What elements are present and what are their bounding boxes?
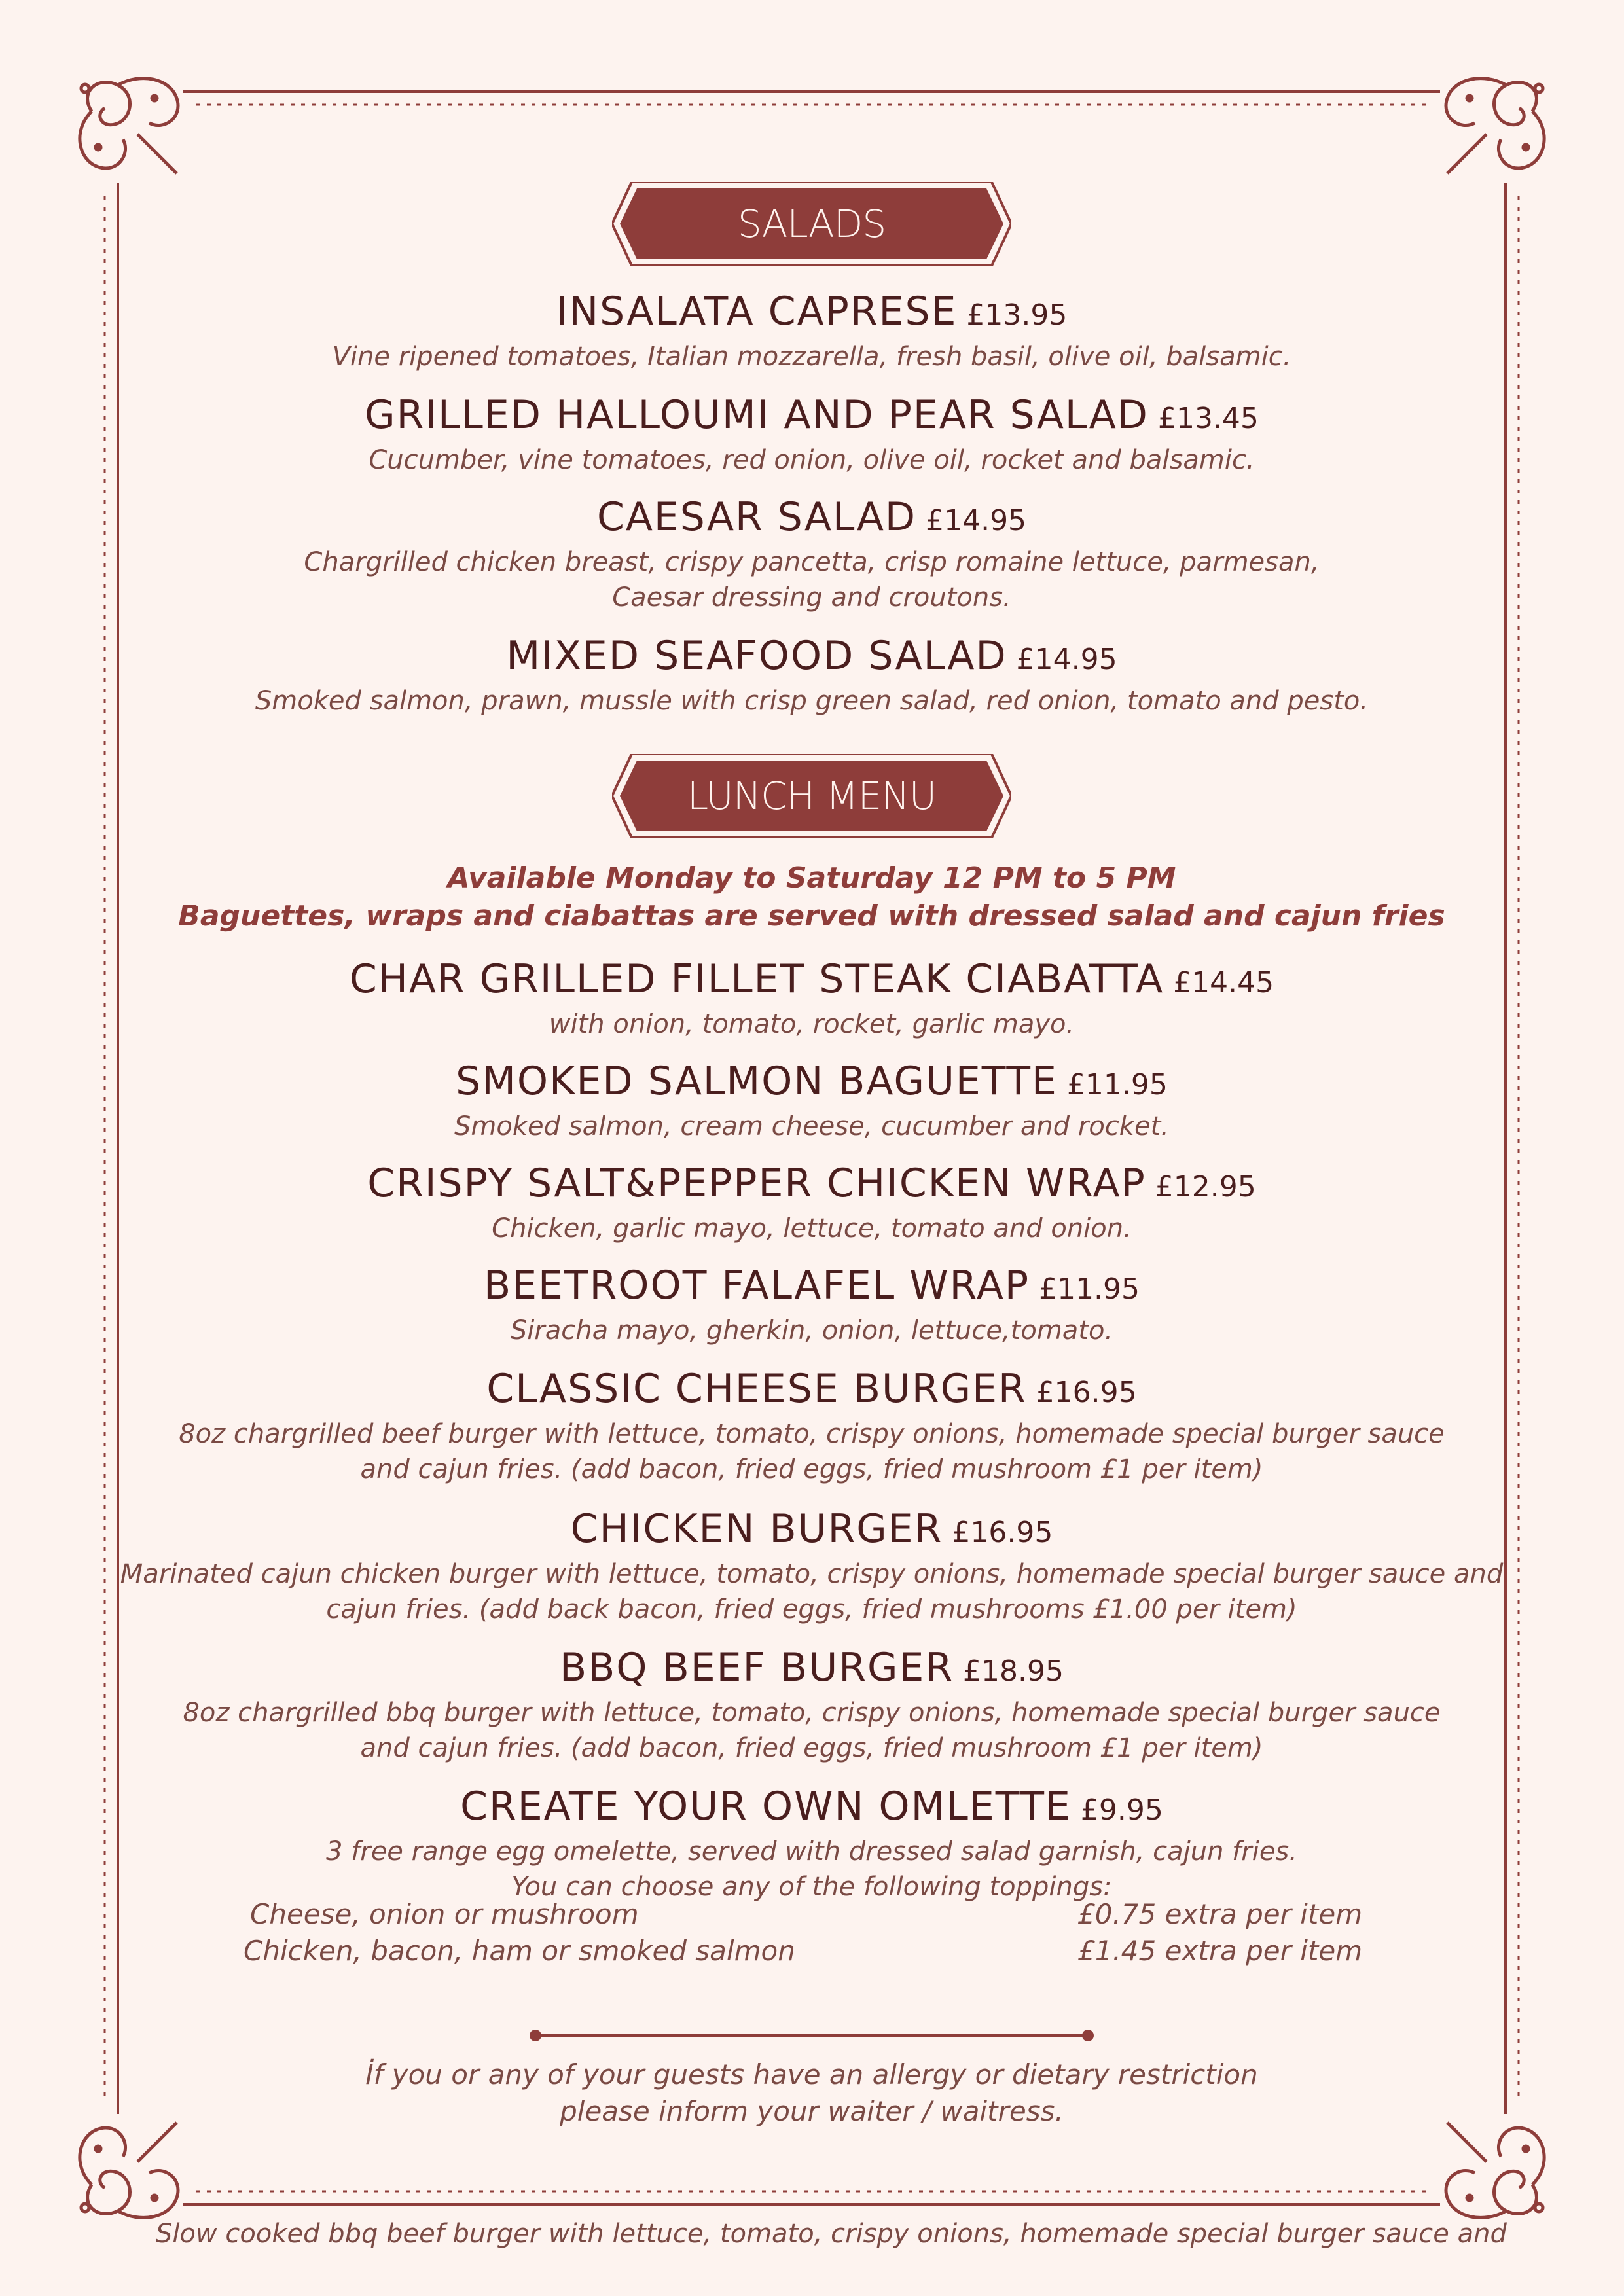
item-name: BEETROOT FALAFEL WRAP <box>483 1263 1030 1308</box>
menu-item <box>105 632 1519 719</box>
item-price: £16.95 <box>952 1516 1053 1549</box>
item-name: CREATE YOUR OWN OMLETTE <box>460 1784 1072 1829</box>
topping-item: Chicken, bacon, ham or smoked salmon <box>244 1935 795 1967</box>
item-price: £9.95 <box>1080 1793 1163 1827</box>
item-description: You can choose any of the following toppings: <box>511 1872 1112 1902</box>
item-name: CAESAR SALAD <box>596 494 917 540</box>
item-description: and cajun fries. (add bacon, fried eggs, fried mushroom £1 per item) <box>360 1733 1263 1763</box>
item-price: £14.45 <box>1173 966 1274 999</box>
overflow-text: Slow cooked bbq beef burger with lettuce, tomato, crispy onions, homemade special burger sauce and <box>156 2219 1507 2249</box>
item-price: £14.95 <box>926 504 1027 537</box>
allergy-note: please inform your waiter / waitress. <box>560 2095 1064 2127</box>
item-description: and cajun fries. (add bacon, fried eggs, fried mushroom £1 per item) <box>360 1454 1263 1484</box>
item-name: CRISPY SALT&PEPPER CHICKEN WRAP <box>367 1160 1146 1206</box>
item-name: BBQ BEEF BURGER <box>559 1645 954 1691</box>
menu-item <box>105 1505 1519 1627</box>
menu-item <box>105 1365 1519 1487</box>
menu-item <box>105 493 1519 615</box>
item-description: Caesar dressing and croutons. <box>612 583 1011 613</box>
item-price: £16.95 <box>1036 1376 1137 1409</box>
item-description: Siracha mayo, gherkin, onion, lettuce,tomato. <box>510 1316 1113 1346</box>
item-description: Chargrilled chicken breast, crispy pancetta, crisp romaine lettuce, parmesan, <box>304 547 1320 577</box>
item-description: cajun fries. (add back bacon, fried eggs, fried mushrooms £1.00 per item) <box>326 1594 1297 1624</box>
salads-banner <box>612 182 1011 266</box>
menu-item <box>105 1160 1519 1246</box>
lunch-heading: LUNCH MENU <box>687 774 937 818</box>
item-description: Marinated cajun chicken burger with lettuce, tomato, crispy onions, homemade special burger sauce and <box>120 1559 1504 1589</box>
menu-item <box>105 956 1519 1042</box>
item-description: Vine ripened tomatoes, Italian mozzarella, fresh basil, olive oil, balsamic. <box>332 342 1291 372</box>
item-name: CHICKEN BURGER <box>570 1506 943 1552</box>
topping-item: Cheese, onion or mushroom <box>250 1898 639 1930</box>
item-price: £18.95 <box>963 1655 1064 1688</box>
item-price: £11.95 <box>1039 1272 1140 1306</box>
item-description: with onion, tomato, rocket, garlic mayo. <box>549 1009 1075 1039</box>
item-description: Chicken, garlic mayo, lettuce, tomato and onion. <box>492 1213 1132 1244</box>
topping-price: £0.75 extra per item <box>1077 1898 1363 1930</box>
salads-heading: SALADS <box>737 202 886 246</box>
item-description: 3 free range egg omelette, served with dressed salad garnish, cajun fries. <box>326 1837 1297 1867</box>
item-description: 8oz chargrilled bbq burger with lettuce, tomato, crispy onions, homemade special burger sauce <box>183 1698 1441 1728</box>
item-description: Smoked salmon, cream cheese, cucumber and rocket. <box>454 1111 1169 1141</box>
item-description: Smoked salmon, prawn, mussle with crisp green salad, red onion, tomato and pesto. <box>255 686 1369 716</box>
menu-item <box>105 391 1519 478</box>
item-name: CLASSIC CHEESE BURGER <box>486 1366 1027 1412</box>
item-price: £14.95 <box>1016 643 1117 676</box>
menu-item <box>105 1783 1519 1905</box>
item-price: £13.95 <box>966 298 1068 332</box>
item-price: £13.45 <box>1157 402 1259 435</box>
item-name: INSALATA CAPRESE <box>556 289 958 334</box>
menu-item <box>105 288 1519 374</box>
item-price: £11.95 <box>1066 1068 1168 1102</box>
topping-price: £1.45 extra per item <box>1077 1935 1363 1967</box>
item-description: Cucumber, vine tomatoes, red onion, olive oil, rocket and balsamic. <box>369 445 1255 475</box>
item-name: SMOKED SALMON BAGUETTE <box>456 1058 1058 1104</box>
menu-item <box>105 1262 1519 1348</box>
item-name: MIXED SEAFOOD SALAD <box>506 633 1007 679</box>
lunch-banner <box>612 754 1011 838</box>
menu-item <box>105 1644 1519 1766</box>
item-description: 8oz chargrilled beef burger with lettuce, tomato, crispy onions, homemade special burger sauce <box>179 1419 1445 1449</box>
item-price: £12.95 <box>1155 1170 1256 1204</box>
availability-note: Available Monday to Saturday 12 PM to 5 PM <box>447 861 1176 895</box>
menu-item <box>105 1058 1519 1144</box>
served-with-note: Baguettes, wraps and ciabattas are served with dressed salad and cajun fries <box>178 899 1445 933</box>
item-name: GRILLED HALLOUMI AND PEAR SALAD <box>365 392 1149 438</box>
allergy-note: İf you or any of your guests have an allergy or dietary restriction <box>365 2058 1258 2090</box>
item-name: CHAR GRILLED FILLET STEAK CIABATTA <box>349 956 1164 1002</box>
